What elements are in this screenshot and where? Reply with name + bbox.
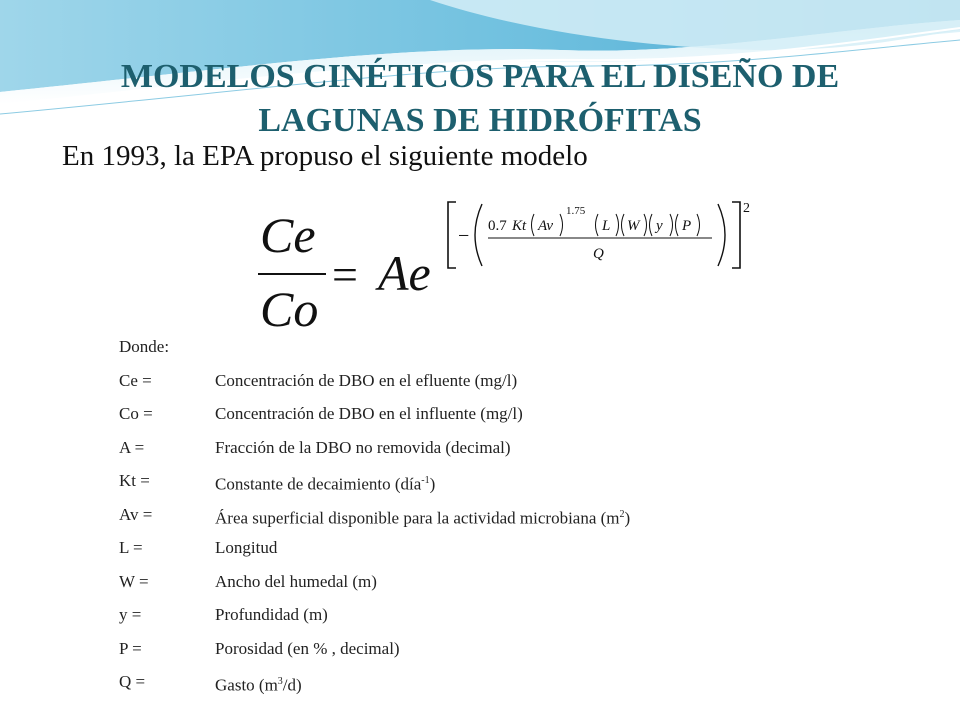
definition-row-kt (119, 468, 819, 502)
definitions-heading: Donde: (119, 337, 170, 356)
definitions-list (119, 334, 819, 703)
formula-right-bracket (732, 202, 740, 268)
formula-right-paren (718, 204, 725, 266)
formula-rhs-base: Ae (378, 245, 431, 301)
formula-lhs-denominator: Co (260, 281, 319, 337)
formula-exp-denominator: Q (593, 246, 604, 262)
definition-row-a (119, 435, 819, 469)
definition-description: Área superficial disponible para la actividad microbiana $(m^2)$ (215, 508, 631, 528)
formula-equals: = (332, 249, 358, 300)
definition-row-q (119, 669, 819, 703)
definition-symbol: Q = (119, 672, 146, 691)
definition-description: Concentración de DBO en el efluente (mg/l) (215, 370, 518, 390)
formula-exp-l: L (602, 218, 611, 234)
formula-exp-p: P (682, 218, 692, 234)
definition-row-l (119, 535, 819, 569)
definition-symbol: P = (119, 638, 142, 658)
definition-symbol: L = (119, 538, 143, 557)
superscript: 3 (277, 676, 283, 687)
title-line-1: MODELOS CINÉTICOS PARA EL DISEÑO DE (120, 58, 840, 95)
definition-row-av (119, 502, 819, 536)
definition-description: Gasto $(m^3/d)$ (215, 675, 302, 695)
formula-exp-coefficient: 0.7 (488, 218, 507, 234)
formula-left-bracket (448, 202, 456, 268)
definition-description: Fracción de la DBO no removida (decimal) (215, 437, 511, 457)
intro-text: En 1993, la EPA propuso el siguiente modelo (62, 140, 588, 172)
definition-row-co (119, 401, 819, 435)
formula-exp-y: y (656, 218, 663, 234)
epa-model-formula (250, 190, 770, 340)
definition-symbol: Co = (119, 404, 153, 423)
title-line-2: LAGUNAS DE HIDRÓFITAS (258, 102, 702, 139)
definition-description: Concentración de DBO en el influente (mg/l) (215, 404, 523, 423)
formula-lhs-numerator: Ce (260, 207, 316, 263)
formula-outer-power: 2 (743, 201, 750, 216)
definition-description: Profundidad (m) (215, 605, 328, 624)
slide-title (40, 55, 920, 143)
definition-description: Longitud (215, 538, 278, 557)
formula-minus: − (458, 225, 470, 247)
definition-description: Ancho del humedal (m) (215, 571, 377, 591)
definition-row-y (119, 602, 819, 636)
definition-symbol: Kt = (119, 471, 150, 490)
formula-exp-av: Av (538, 218, 553, 234)
formula-exp-kt: Kt (512, 218, 527, 234)
definition-symbol: A = (119, 437, 145, 457)
formula-exp-w: W (627, 218, 640, 234)
definition-row-ce (119, 368, 819, 402)
definition-row-p (119, 636, 819, 670)
definition-description: Constante de decaimiento (día$^{-1}$) (215, 474, 436, 494)
superscript: 2 (619, 508, 625, 520)
definition-symbol: y = (119, 605, 142, 624)
formula-left-paren (475, 204, 482, 266)
definition-description: Porosidad (en % , decimal) (215, 638, 400, 658)
formula-exp-power: 1.75 (566, 205, 586, 217)
definition-row-w (119, 569, 819, 603)
definition-symbol: Ce = (119, 370, 152, 390)
superscript: -1 (421, 475, 430, 486)
definition-symbol: W = (119, 571, 149, 591)
definition-symbol: Av = (119, 504, 153, 524)
